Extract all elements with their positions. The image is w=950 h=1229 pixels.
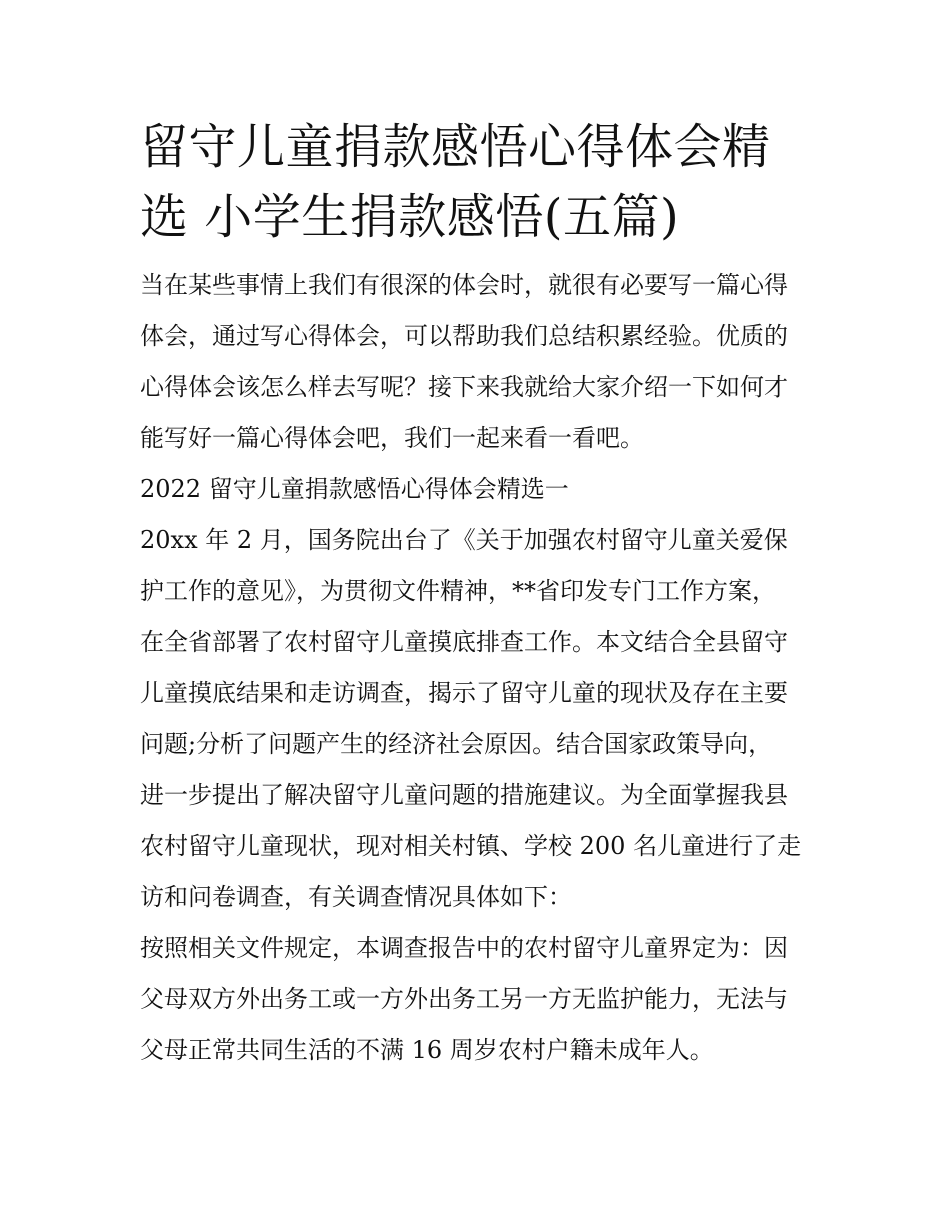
text-line: 当在某些事情上我们有很深的体会时，就很有必要写一篇心得 (140, 271, 788, 299)
section-heading: 2022 留守儿童捐款感悟心得体会精选一 (140, 475, 569, 503)
text-line: 父母正常共同生活的不满 16 周岁农村户籍未成年人。 (140, 1036, 714, 1064)
text-line: 父母双方外出务工或一方外出务工另一方无监护能力，无法与 (140, 985, 788, 1013)
text-line: 在全省部署了农村留守儿童摸底排查工作。本文结合全县留守 (140, 628, 788, 656)
text-line: 体会，通过写心得体会，可以帮助我们总结积累经验。优质的 (140, 322, 788, 350)
text-line: 儿童摸底结果和走访调查，揭示了留守儿童的现状及存在主要 (140, 679, 788, 707)
intro-paragraph (140, 260, 812, 464)
text-line: 访和问卷调查，有关调查情况具体如下： (140, 883, 572, 911)
text-line: 问题;分析了问题产生的经济社会原因。结合国家政策导向， (140, 730, 773, 758)
text-line: 20xx 年 2 月，国务院出台了《关于加强农村留守儿童关爱保 (140, 526, 788, 554)
body-paragraph-1 (140, 515, 812, 923)
text-line: 能写好一篇心得体会吧，我们一起来看一看吧。 (140, 424, 644, 452)
text-line: 心得体会该怎么样去写呢？接下来我就给大家介绍一下如何才 (140, 373, 788, 401)
body-paragraph-2 (140, 923, 812, 1076)
title-line: 留守儿童捐款感悟心得体会精 (140, 119, 771, 175)
title-line: 选 小学生捐款感悟(五篇) (140, 189, 680, 245)
document-content (140, 112, 812, 1076)
text-line: 农村留守儿童现状，现对相关村镇、学校 200 名儿童进行了走 (140, 832, 802, 860)
document-title (140, 112, 812, 252)
text-line: 进一步提出了解决留守儿童问题的措施建议。为全面掌握我县 (140, 781, 788, 809)
text-line: 按照相关文件规定，本调查报告中的农村留守儿童界定为：因 (140, 934, 788, 962)
text-line: 护工作的意见》，为贯彻文件精神，**省印发专门工作方案， (140, 577, 776, 605)
